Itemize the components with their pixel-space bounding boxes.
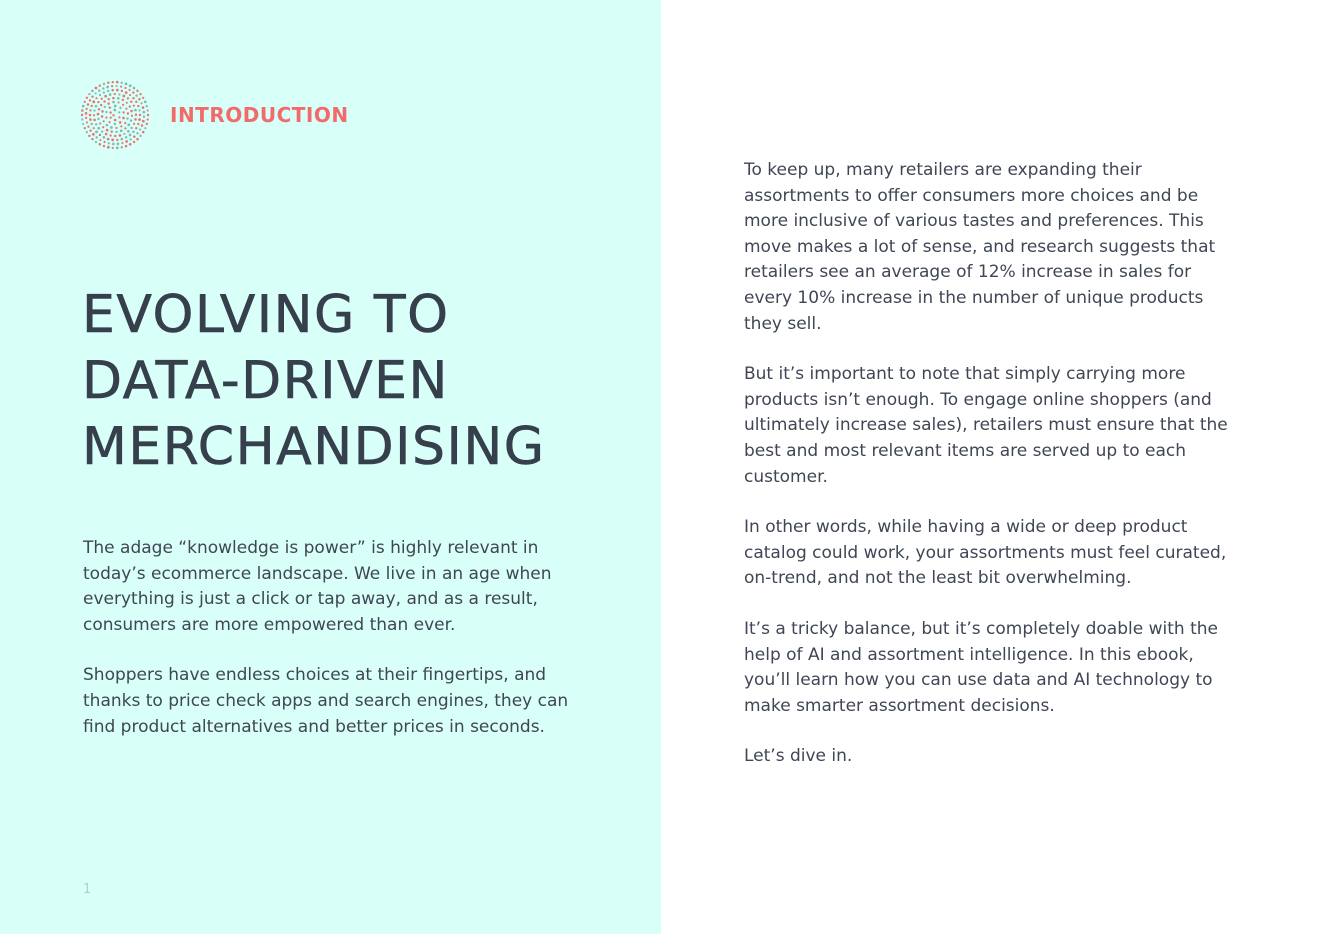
logo-dot (146, 105, 148, 107)
logo-dot (132, 97, 134, 99)
logo-dot (103, 100, 105, 102)
logo-dot (116, 147, 119, 150)
logo-dot (147, 114, 149, 116)
logo-dot (89, 129, 91, 131)
logo-dot (135, 114, 137, 116)
logo-dot (147, 109, 149, 111)
logo-dot (86, 108, 88, 110)
logo-dot (129, 143, 132, 146)
logo-dot (88, 135, 90, 137)
logo-dot (91, 138, 93, 140)
logo-dot (114, 105, 117, 108)
logo-dot (107, 138, 110, 141)
logo-dot (86, 121, 88, 123)
logo-dot (102, 126, 104, 128)
logo-dot (133, 141, 135, 143)
paragraph: To keep up, many retailers are expanding their assortments to offer consumers more choices and be more inclusive of various tastes and preferences. This move makes a lot of sense, and research suggests that retailers see an average of 12% increase in sales for every 10% increase in the number of unique products they sell. (744, 160, 1216, 334)
logo-dot (122, 99, 124, 101)
logo-dot (86, 131, 88, 133)
logo-dot (120, 129, 123, 132)
logo-dot (112, 114, 114, 116)
logo-dot (108, 121, 110, 123)
logo-dot (121, 82, 123, 84)
logo-dot (122, 104, 124, 106)
logo-dot (135, 101, 137, 103)
logo-dot (103, 141, 105, 143)
logo-dot (111, 89, 114, 92)
logo-dot (101, 110, 104, 113)
logo-dot (95, 123, 97, 125)
logo-dot (134, 109, 137, 112)
logo-dot (89, 114, 92, 117)
logo-dot (85, 112, 88, 115)
logo-dot (125, 108, 127, 110)
logo-dot (88, 93, 90, 95)
logo-dot (95, 97, 97, 99)
paragraph: Let’s dive in. (744, 746, 853, 767)
logo-dot (111, 139, 114, 142)
logo-dot (115, 131, 117, 133)
logo-dot (118, 116, 120, 118)
paragraph: In other words, while having a wide or deep product catalog could work, your assortments must feel curated, on-trend, and not the least bit overwhelming. (744, 517, 1227, 589)
logo-dot (121, 138, 124, 141)
logo-dot (132, 91, 134, 93)
logo-dot (101, 98, 103, 100)
left-panel (0, 0, 661, 934)
logo-dot (114, 119, 117, 122)
logo-dot (110, 126, 113, 129)
logo-dot (85, 117, 87, 119)
logo-dot (105, 111, 107, 113)
logo-dot (107, 146, 110, 149)
logo-dot (139, 129, 141, 131)
logo-dot (95, 136, 97, 138)
logo-dot (92, 100, 95, 103)
logo-dot (93, 114, 95, 116)
logo-dot (109, 106, 111, 108)
logo-dot (142, 111, 145, 114)
logo-dot (124, 87, 126, 89)
logo-dot (129, 89, 131, 91)
logo-dot (107, 90, 109, 92)
logo-dot (124, 127, 126, 129)
logo-dot (116, 81, 119, 84)
logo-dot (104, 106, 106, 108)
logo-dot (136, 90, 138, 92)
logo-dot (119, 107, 121, 109)
logo-dot (135, 127, 137, 129)
logo-dot (121, 146, 123, 148)
logo-dot (131, 115, 133, 117)
logo-dot (112, 101, 115, 104)
logo-dot (98, 108, 100, 110)
logo-dot (130, 138, 132, 140)
logo-dot (86, 97, 88, 99)
logo-dot (135, 94, 137, 96)
logo-dot (93, 119, 96, 122)
logo-dot (81, 114, 83, 116)
logo-dot (105, 133, 108, 136)
intro-text-left (83, 536, 578, 765)
logo-dot (118, 111, 120, 113)
logo-dot (129, 134, 132, 137)
logo-dot (123, 133, 125, 135)
logo-dot (140, 102, 142, 104)
logo-dot (109, 134, 111, 136)
paragraph: It’s a tricky balance, but it’s completely doable with the help of AI and assortment intelligence. In this ebook, you’ll learn how you can use data and AI technology to make smarter assortment decisions. (744, 618, 1218, 716)
logo-dot (118, 93, 120, 95)
logo-dot (99, 85, 101, 87)
logo-dot (97, 113, 100, 116)
logo-dot (142, 120, 145, 123)
logo-dot (81, 109, 84, 112)
page-title (82, 282, 546, 480)
logo-dot (99, 139, 101, 141)
title-line: DATA-DRIVEN (82, 351, 449, 411)
logo-dot (133, 123, 135, 125)
logo-dot (109, 93, 112, 96)
logo-dot (117, 97, 120, 100)
logo-dot (92, 133, 95, 136)
logo-dot (82, 105, 85, 108)
logo-dot (114, 123, 116, 125)
logo-dot (127, 124, 130, 127)
logo-dot (117, 143, 120, 146)
logo-dot (142, 106, 145, 109)
logo-dot (125, 91, 128, 94)
logo-dot (132, 131, 134, 133)
logo-dot (116, 139, 118, 141)
logo-dot (110, 117, 112, 119)
page-number: 1 (83, 882, 92, 897)
logo-dot (136, 138, 139, 141)
logo-dot (101, 130, 103, 132)
logo-dot (93, 127, 95, 129)
logo-dot (133, 105, 135, 107)
logo-dot (99, 122, 101, 124)
logo-dot (137, 105, 139, 107)
logo-dot (95, 105, 98, 108)
logo-dot (125, 140, 128, 143)
logo-dot (120, 125, 122, 127)
logo-dot (89, 99, 91, 101)
logo-dot (121, 142, 123, 144)
logo-dot (127, 97, 129, 99)
logo-dot (119, 134, 122, 137)
logo-dot (129, 84, 132, 87)
logo-dot (122, 111, 124, 113)
logo-dot (103, 136, 106, 139)
logo-dot (120, 86, 122, 88)
logo-dot (112, 147, 114, 149)
logo-dot (130, 119, 132, 121)
logo-dot (139, 109, 141, 111)
logo-dot (111, 85, 113, 87)
logo-dot (99, 134, 101, 136)
logo-dot (126, 102, 128, 104)
logo-dot (139, 114, 141, 116)
logo-dot (106, 129, 109, 132)
logo-dot (87, 103, 90, 106)
logo-dot (112, 143, 115, 146)
logo-dot (98, 89, 100, 91)
logo-dot (126, 117, 128, 119)
logo-dot (114, 93, 116, 95)
logo-dot (142, 131, 145, 134)
logo-dot (112, 97, 115, 100)
paragraph: But it’s important to note that simply carrying more products isn’t enough. To engage online shoppers (and ultimately increase sales), retailers must ensure that the best and most relevant items are served up to each customer. (744, 364, 1228, 487)
logo-dot (95, 87, 98, 90)
section-header (80, 80, 349, 150)
logo-dot (144, 101, 147, 104)
logo-dot (125, 145, 128, 148)
logo-dot (133, 87, 136, 90)
logo-dot (99, 143, 102, 146)
paragraph: The adage “knowledge is power” is highly relevant in today’s ecommerce landscape. We live in an age when everything is just a click or tap away, and as a result, consumers are more empowered than ever. (83, 538, 552, 635)
logo-dot (103, 145, 105, 147)
logo-dot (89, 118, 92, 121)
logo-dot (115, 127, 117, 129)
logo-dot (124, 122, 126, 124)
logo-dot (127, 112, 129, 114)
logo-dot (118, 101, 120, 103)
dotted-circle-logo-icon (80, 80, 150, 150)
logo-dot (97, 127, 100, 130)
logo-dot (141, 124, 144, 127)
logo-dot (130, 127, 132, 129)
logo-dot (106, 124, 109, 127)
logo-dot (133, 135, 136, 138)
logo-dot (116, 89, 119, 92)
logo-dot (144, 127, 146, 129)
section-label: INTRODUCTION (170, 103, 349, 127)
logo-dot (102, 87, 104, 89)
logo-dot (104, 95, 107, 98)
logo-dot (84, 101, 86, 103)
logo-dot (97, 101, 99, 103)
logo-dot (101, 115, 104, 118)
logo-dot (125, 136, 127, 138)
paragraph: Shoppers have endless choices at their fingertips, and thanks to price check apps and search engines, they can find product alternatives and better prices in seconds. (83, 665, 569, 737)
title-line: MERCHANDISING (82, 417, 546, 477)
logo-dot (129, 105, 131, 107)
logo-dot (143, 115, 145, 117)
logo-dot (125, 83, 128, 86)
logo-dot (121, 90, 123, 92)
logo-dot (91, 105, 93, 107)
logo-dot (82, 123, 84, 125)
logo-dot (147, 118, 149, 120)
logo-dot (90, 123, 92, 125)
logo-dot (107, 102, 110, 105)
logo-dot (95, 92, 97, 94)
logo-dot (103, 83, 105, 85)
logo-dot (109, 111, 111, 113)
logo-dot (100, 104, 102, 106)
logo-dot (81, 118, 83, 120)
logo-dot (136, 132, 138, 134)
logo-dot (129, 94, 131, 96)
logo-dot (114, 135, 116, 137)
logo-dot (91, 95, 93, 97)
logo-dot (106, 86, 109, 89)
logo-dot (138, 98, 140, 100)
logo-dot (114, 109, 117, 112)
intro-text-right (744, 158, 1244, 795)
logo-dot (108, 98, 110, 100)
logo-dot (89, 109, 91, 111)
logo-dot (139, 135, 141, 137)
logo-dot (93, 109, 95, 111)
logo-dot (105, 117, 107, 119)
logo-dot (111, 130, 113, 132)
logo-dot (146, 123, 148, 125)
logo-dot (107, 81, 109, 83)
logo-dot (142, 97, 144, 99)
logo-dot (112, 81, 114, 83)
logo-dot (95, 130, 98, 133)
logo-dot (95, 141, 97, 143)
logo-dot (139, 93, 141, 95)
logo-dot (130, 100, 132, 102)
title-line: EVOLVING TO (82, 285, 450, 345)
logo-dot (122, 95, 125, 98)
logo-dot (122, 117, 125, 120)
logo-dot (91, 90, 94, 93)
logo-dot (99, 94, 101, 96)
logo-dot (138, 118, 141, 121)
logo-dot (127, 130, 130, 133)
logo-dot (97, 118, 99, 120)
logo-dot (108, 142, 110, 144)
logo-dot (130, 110, 133, 113)
logo-dot (116, 85, 118, 87)
logo-dot (84, 127, 86, 129)
logo-dot (134, 118, 137, 121)
logo-dot (103, 120, 105, 122)
logo-dot (103, 91, 105, 93)
logo-dot (119, 121, 122, 124)
logo-dot (137, 123, 139, 125)
logo-dot (87, 126, 89, 128)
